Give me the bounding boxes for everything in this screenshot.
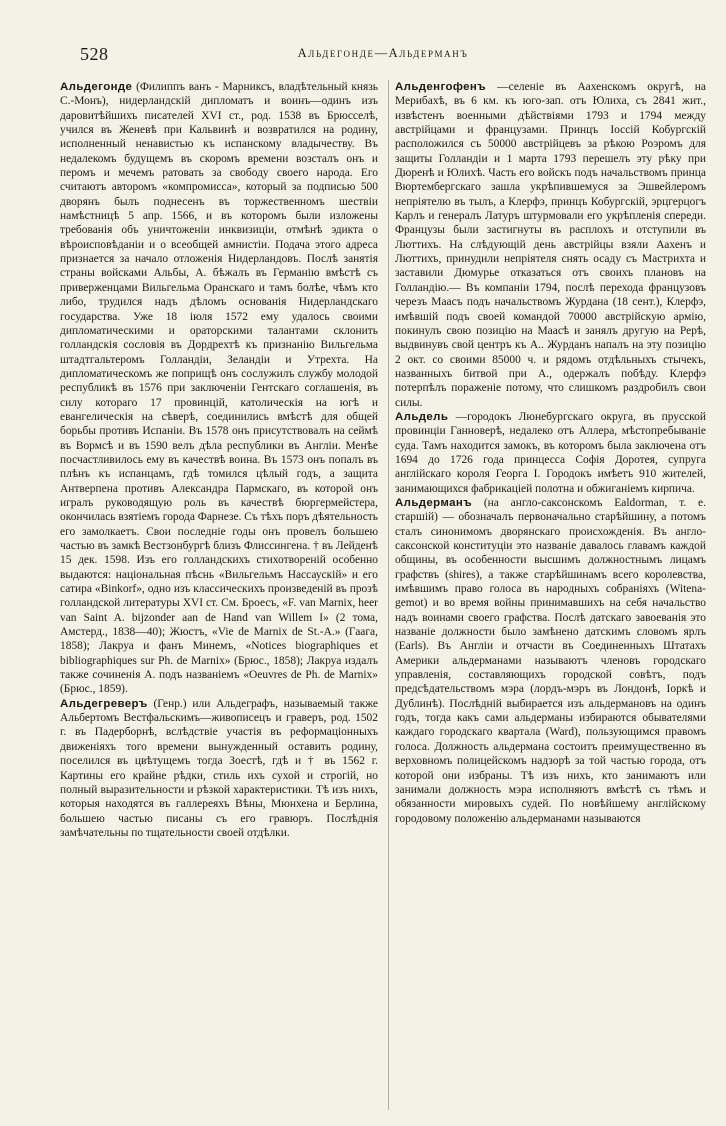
text-columns — [60, 80, 706, 1110]
entry-headword: Альдель — [395, 410, 449, 423]
left-column — [60, 80, 378, 1110]
entry-body: —городокъ Люнебургскаго округа, въ прусской провинціи Ганноверѣ, недалеко отъ Аллера, мѣстопребываніе суда. Тамъ находится замокъ, въ которомъ была заключена отъ 1694 до 1726 года принцесса Софія Доротея, супруга англійскаго короля Георга I. Городокъ имѣетъ 910 жителей, занимающихся фабрикаціей полотна и обжиганіемъ кирпича. — [395, 410, 706, 495]
entry-headword: Альденгофенъ — [395, 81, 486, 93]
entry-alderman — [395, 496, 706, 826]
entry-aldegrever — [60, 697, 378, 840]
entry-body: (на англо-саксонскомъ Ealdorman, т. е. старшій) — обозначалъ первоначально старѣйшину, а потомъ сталъ синонимомъ дворянскаго происхожденія. Въ англо-саксонской конституціи это названіе давалось главамъ каждой общины, въ особенности высшимъ должностнымъ лицамъ графствъ (shires), а также старѣйшинамъ всего королевства, имѣвшимъ право голоса въ народныхъ собраніяхъ (Witena-gemot) и во время войны принимавшихъ на себя начальство надъ воинами своего графства. Послѣ датскаго завоеванія это названіе должности было замѣнено датскимъ словомъ ярлъ (Earls). Въ Англіи и отчасти въ Соединенныхъ Штатахъ Америки альдерманами называютъ членовъ городскаго управленія, составляющихъ городской совѣтъ, подъ предсѣдательствомъ мэра (лордъ-мэръ въ Лондонѣ, Іоркѣ и Дублинѣ). Послѣдній выбирается изъ альдермановъ на одинъ годъ, тогда какъ сами альдерманы избираются обывателями каждаго городскаго квартала (Ward), пользующимся правомъ голоса. Должность альдермана состоитъ преимущественно въ верховномъ полицейскомъ надзорѣ за той частью города, отъ которой они избраны. Тѣ изъ нихъ, кто занимаютъ или занимали должность мэра исполняютъ вмѣстѣ съ тѣмъ и обязанности мировыхъ судей. По новѣйшему англійскому городовому положенію альдерманами называются — [395, 496, 706, 825]
entry-aldel — [395, 410, 706, 496]
entry-headword: Альдегонде — [60, 81, 133, 93]
entry-headword: Альдерманъ — [395, 496, 472, 509]
running-head-title: Альдегонде—Альдерманъ — [297, 46, 469, 60]
running-head — [60, 44, 706, 66]
entry-body: —селеніе въ Аахенскомъ округѣ, на Мерибахѣ, въ 6 км. къ юго-зап. отъ Юлиха, съ 2841 жит., извѣстенъ военными дѣйствіями 1793 и 1794 между австрійцами и французами. Принцъ Іоссій Кобургскій расположился съ 50000 австрійцевъ за рѣкою Роэромъ для защиты Голландіи и 1 марта 1793 перешелъ эту рѣку при Дюренѣ и Юлихѣ. Часть его войскъ подъ начальствомъ принца Вюртембергскаго зашла укрѣпившемуся за Эшвейлеромъ непріятелю въ тылъ, а Клерфэ, принцъ Кобургскій, эрцгерцогъ Карлъ и генералъ Латуръ штурмовали его укрѣпленія спереди. Французы были застигнуты въ расплохъ и отступили въ Люттихъ. На слѣдующій день австрійцы взяли Аахенъ и Люттихъ, принудили непріятеля снять осаду съ Мастрихта и заставили Дюмурье отказаться отъ своихъ плановъ на Голландію.— Въ компаніи 1794, послѣ перехода французовъ черезъ Маасъ подъ начальствомъ Журдана (18 сент.), Клерфэ, имѣвшій подъ своей командой 70000 австрійскую армію, покинулъ свою позицію на Маасѣ и занялъ другую на Рерѣ, выдвинувъ свой центръ къ А.. Журданъ напалъ на эту позицію 2 окт. со своими 85000 ч. и рядомъ отдѣльныхъ стычекъ, названныхъ битвой при А., одержалъ побѣду. Клерфэ потерпѣлъ пораженіе потому, что слишкомъ раздробилъ свои силы. — [395, 81, 706, 409]
page-number: 528 — [80, 44, 109, 64]
entry-aldenhofen — [395, 80, 706, 410]
entry-aldegonde — [60, 80, 378, 697]
entry-body: (Генр.) или Альдеграфъ, называемый также Альбертомъ Вестфальскимъ—живописецъ и граверъ, род. 1502 г. въ Падерборнѣ, вслѣдствіе участія въ реформаціонныхъ движеніяхъ того времени вынужденный оставить родину, поселился въ цвѣтущемъ тогда Зоестѣ, гдѣ и † въ 1562 г. Картины его крайне рѣдки, стиль ихъ сухой и строгій, но полный выразительности и рѣзкой характеристики. Тѣ изъ нихъ, которыя находятся въ галлереяхъ Вѣны, Мюнхена и Берлина, большею частью писаны съ его гравюръ. Послѣднія замѣчательны по тщательности своей отдѣлки. — [60, 697, 378, 839]
right-column — [388, 80, 706, 1110]
entry-body: (Филиппъ ванъ - Марниксъ, владѣтельный князь С.-Монъ), нидерландскій дипломатъ и воинъ—одинъ изъ даровитѣйшихъ писателей XVI ст., род. 1538 въ Брюсселѣ, учился въ Женевѣ при Кальвинѣ и возвратился на родину, исполненный ненавистью къ испанскому владычеству. Въ недалекомъ будущемъ въ скоромъ времени возсталъ онъ и перомъ и мечемъ ратовать за свободу своего народа. Его считаютъ авторомъ «компромисса», который за подписью 500 дворянъ былъ поднесенъ въ торжественномъ шествіи намѣстницѣ 5 апр. 1566, и въ которомъ были изложены требованія объ уничтоженіи инквизиціи, отмѣнѣ эдикта о вѣроисповѣданіи и о всеобщей амнистіи. Подача этого адреса признается за начало отложенія Нидерландовъ. Послѣ занятія страны войсками Альбы, А. бѣжалъ въ Германію вмѣстѣ съ приверженцами Вильгельма Оранскаго и тамъ болѣе, чѣмъ кто либо, трудился надъ дѣломъ основанія Нидерландскаго государства. Уже 18 іюля 1572 ему удалось своими дипломатическими и ораторскими талантами склонить голландскія сословія въ Дордрехтѣ къ признанію Вильгельма штадтгальтеромъ Голландіи, Зеландіи и Утрехта. На дипломатическомъ же поприщѣ онъ сослужилъ службу молодой республикѣ въ 1576 при заключеніи Гентскаго соглашенія, въ силу котораго 17 провинцій, католическія на югѣ и евангелическія на сѣверѣ, соединились вмѣстѣ для общей борьбы противъ Испаніи. Въ 1578 онъ присутствовалъ на сеймѣ въ Вормсѣ и въ 1590 велъ дѣла республики въ Англіи. Менѣе посчастливилось ему въ качествѣ воина. Въ 1573 онъ попалъ въ плѣнъ къ испанцамъ, гдѣ томился цѣлый годъ, а защита Антверпена противъ Александра Пармскаго, въ которой онъ игралъ руководящую роль въ качествѣ бюргермейстера, окончилась взятіемъ города Фарнезе. Съ тѣхъ поръ дѣятельность его замолкаетъ. Свои последніе годы онъ провелъ большею частью въ замкѣ Вестзонбургѣ близъ Флиссингена. † въ Лейденѣ 15 дек. 1598. Изъ его голландскихъ стихотвореній особенно выдаются: національная пѣснь «Вильгельмъ Нассаускій» и его сатира «Binkorf», одно изъ классическихъ произведеній въ прозѣ голландской литературы XVI ст. См. Броесъ, «F. van Marnix, heer van Saint A. bijzonder aan de Hand van Willem I» (2 тома, Амстерд., 1838—40); Жюстъ, «Vie de Marnix de St.-A.» (Гаага, 1858); Лакруа и фанъ Минемъ, «Notices biographiques et bibliographiques sur Ph. de Marnix» (Брюс., 1858); Лакруа издалъ также сочиненія А. подъ названіемъ «Oeuvres de Ph. de Marnix» (Брюс., 1859). — [60, 81, 378, 696]
entry-headword: Альдегреверъ — [60, 697, 148, 710]
